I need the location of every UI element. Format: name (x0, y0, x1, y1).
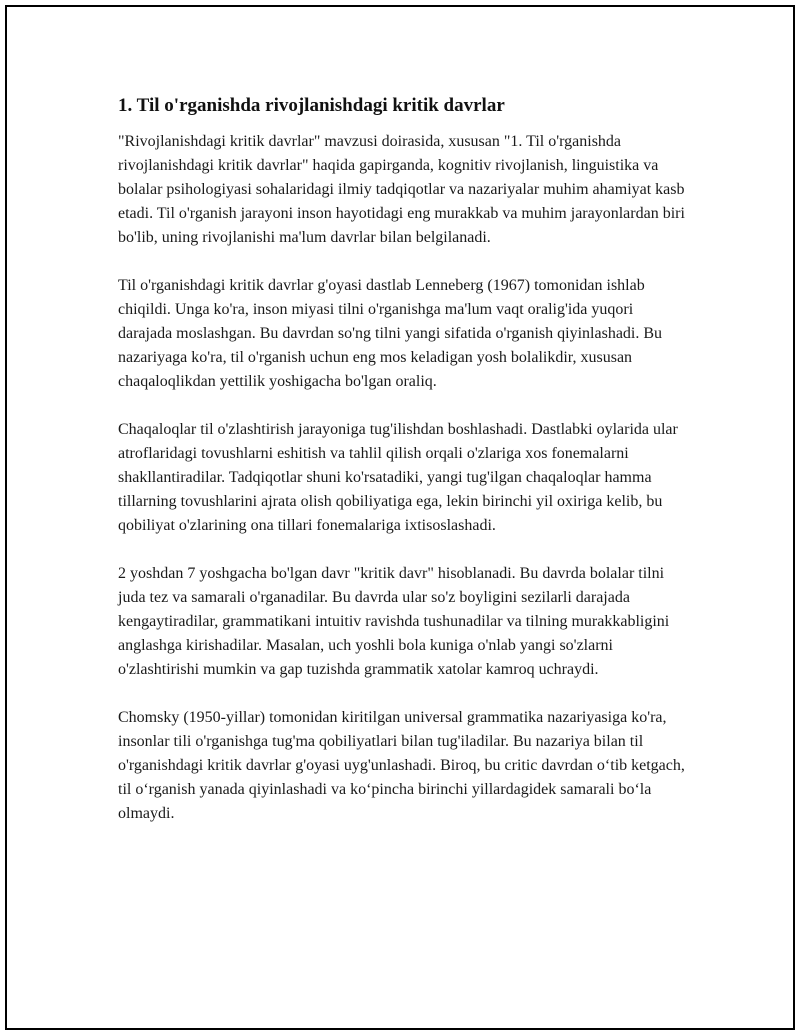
paragraph-chomsky: Chomsky (1950-yillar) tomonidan kiritilgan universal grammatika nazariyasiga ko'ra, insonlar tili o'rganishga tug'ma qobiliyatlari bilan tug'iladilar. Bu nazariya bilan til o'rganishdagi kritik davrlar g'oyasi uyg'unlashadi. Biroq, bu critic davrdan o‘tib ketgach, til o‘rganish yanada qiyinlashadi va ko‘pincha birinchi yillardagidek samarali bo‘la olmaydi. (118, 709, 685, 822)
paragraph-lenneberg: Til o'rganishdagi kritik davrlar g'oyasi dastlab Lenneberg (1967) tomonidan ishlab chiqildi. Unga ko'ra, inson miyasi tilni o'rganishga ma'lum vaqt oralig'ida yuqori darajada moslashgan. Bu davrdan so'ng tilni yangi sifatida o'rganish qiyinlashadi. Bu nazariyaga ko'ra, til o'rganish uchun eng mos keladigan yosh bolalikdir, xususan chaqaloqlikdan yettilik yoshigacha bo'lgan oraliq. (118, 277, 663, 390)
section-heading: 1. Til o'rganishda rivojlanishdagi kritik davrlar (118, 95, 505, 116)
paragraph-infants: Chaqaloqlar til o'zlashtirish jarayoniga tug'ilishdan boshlashadi. Dastlabki oylarida ular atroflaridagi tovushlarni eshitish va tahlil qilish orqali o'zlariga xos fonemalarni shakllantiradilar. Tadqiqotlar shuni ko'rsatadiki, yangi tug'ilgan chaqaloqlar hamma tillarning tovushlarini ajrata olish qobiliyatiga ega, lekin birinchi yil oxiriga kelib, bu qobiliyat o'zlarining ona tillari fonemalariga ixtisoslashadi. (118, 421, 678, 534)
paragraph-intro: "Rivojlanishdagi kritik davrlar" mavzusi doirasida, xususan "1. Til o'rganishda rivojlanishdagi kritik davrlar" haqida gapirganda, kognitiv rivojlanish, linguistika va bolalar psihologiyasi sohalaridagi ilmiy tadqiqotlar va nazariyalar muhim ahamiyat kasb etadi. Til o'rganish jarayoni inson hayotidagi eng murakkab va muhim jarayonlardan biri bo'lib, uning rivojlanishi ma'lum davrlar bilan belgilanadi. (118, 133, 685, 246)
paragraph-critical-age: 2 yoshdan 7 yoshgacha bo'lgan davr "kritik davr" hisoblanadi. Bu davrda bolalar tilni juda tez va samarali o'rganadilar. Bu davrda ular so'z boyligini sezilarli darajada kengaytiradilar, grammatikani intuitiv ravishda tushunadilar va tilning murakkabligini anglashga kirishadilar. Masalan, uch yoshli bola kuniga o'nlab yangi so'zlarni o'zlashtirishi mumkin va gap tuzishda grammatik xatolar kamroq uchraydi. (118, 565, 670, 678)
document-body (118, 94, 688, 850)
